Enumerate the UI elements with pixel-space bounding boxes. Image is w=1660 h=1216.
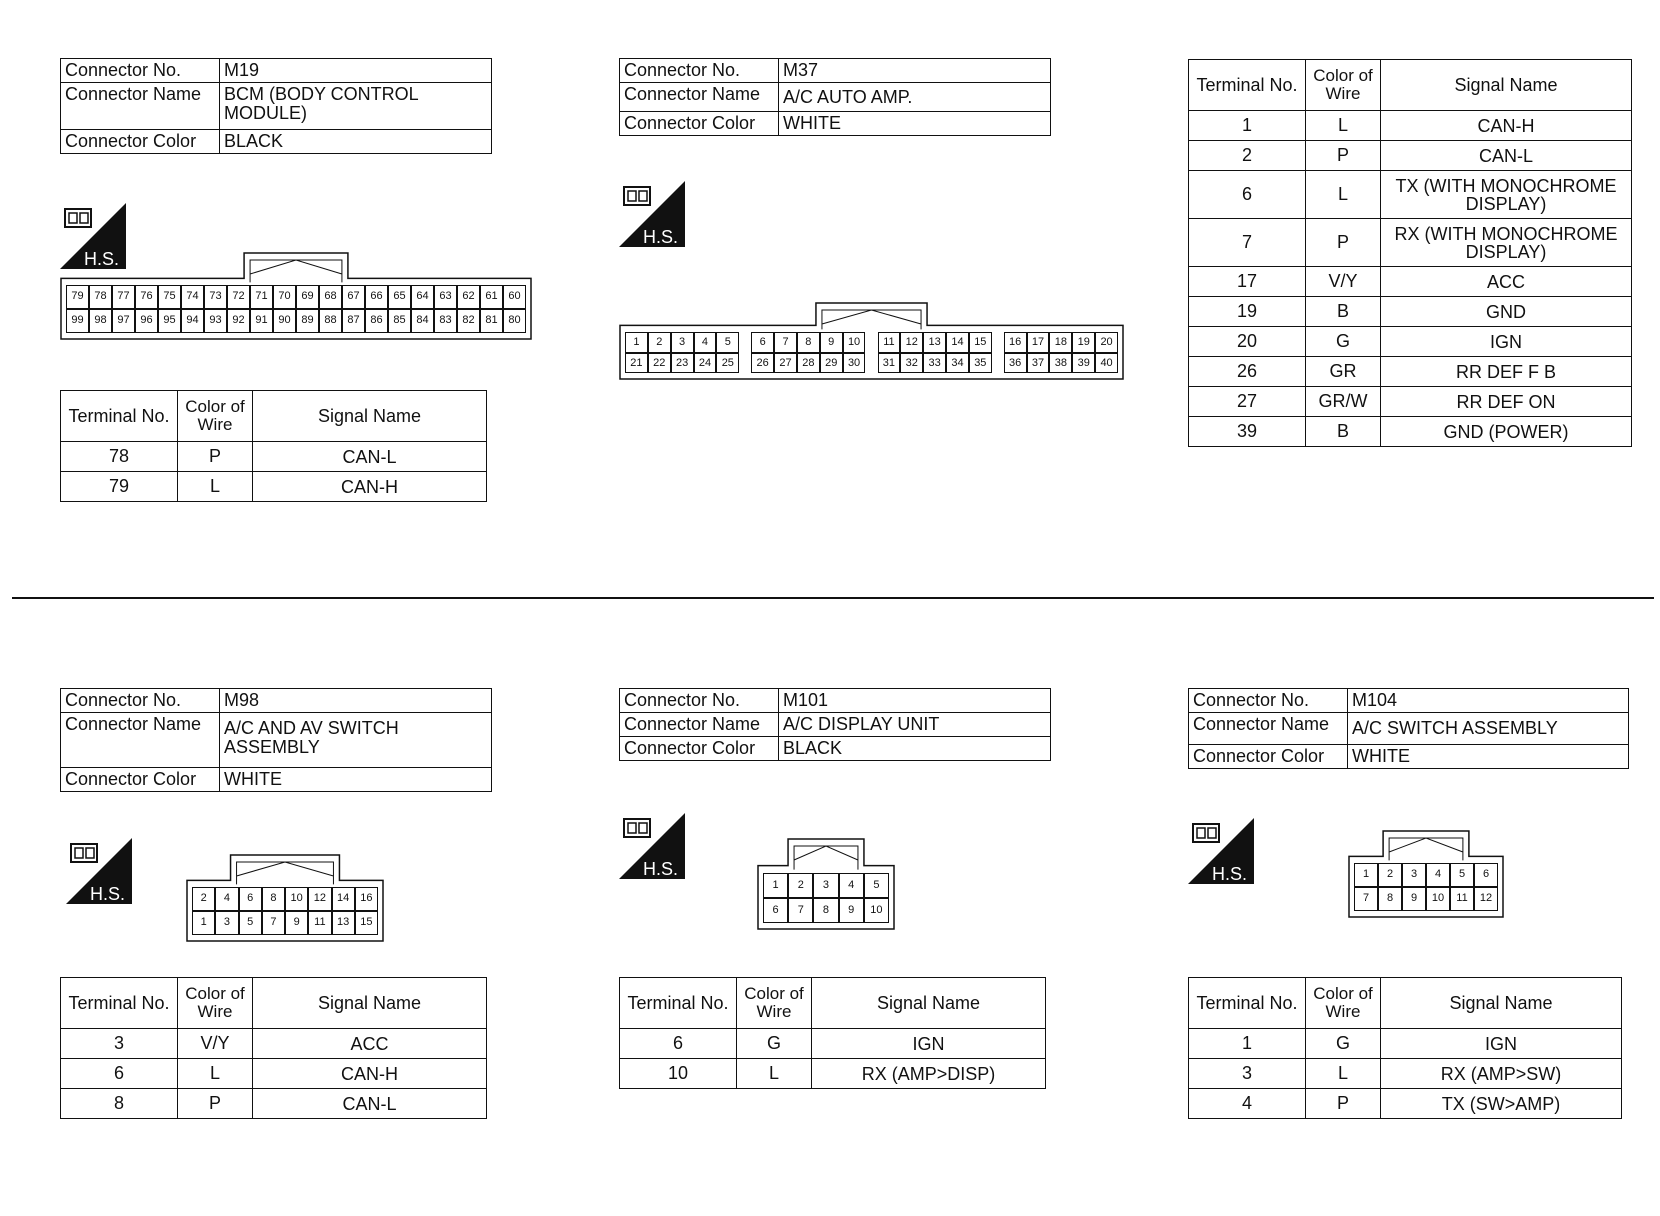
connector-pin: 82: [457, 309, 480, 333]
signal-name-cell: RR DEF F B: [1381, 357, 1632, 387]
signal-name-cell: CAN-L: [253, 1089, 487, 1119]
signal-name-cell: RX (AMP>SW): [1381, 1059, 1622, 1089]
table-row: [1189, 141, 1632, 171]
connector-pin: 61: [480, 285, 503, 309]
wire-color-cell: GR: [1306, 357, 1381, 387]
wire-color-cell: G: [1306, 1029, 1381, 1059]
terminal-no-cell: 39: [1189, 417, 1306, 447]
connector-pin: 27: [774, 353, 797, 373]
connector-face-m19: [60, 252, 532, 340]
terminal-rows: [61, 442, 487, 502]
signal-name-cell: CAN-H: [1381, 111, 1632, 141]
header-color-of-wire: Color of Wire: [178, 978, 253, 1029]
connector-pin: 76: [135, 285, 158, 309]
table-row: [1189, 219, 1632, 267]
label-connector-name: Connector Name: [620, 713, 779, 737]
wire-color-cell: P: [1306, 219, 1381, 267]
signal-name-cell: CAN-L: [1381, 141, 1632, 171]
connector-pin: 21: [625, 353, 648, 373]
connector-pin: 1: [763, 873, 788, 898]
table-row: [1189, 327, 1632, 357]
label-connector-name: Connector Name: [61, 713, 220, 768]
connector-no-value: M37: [779, 59, 1051, 83]
label-connector-no: Connector No.: [620, 689, 779, 713]
connector-pin: 1: [625, 332, 648, 352]
connector-pin: 7: [262, 911, 285, 935]
connector-pin: 63: [434, 285, 457, 309]
table-row: [1189, 417, 1632, 447]
wire-color-cell: L: [1306, 171, 1381, 219]
connector-pin: 15: [969, 332, 992, 352]
connector-pin: 70: [273, 285, 296, 309]
header-signal-name: Signal Name: [1381, 60, 1632, 111]
connector-pin: 5: [864, 873, 889, 898]
connector-pin: 87: [342, 309, 365, 333]
connector-pin: 7: [788, 898, 813, 923]
connector-pin: 77: [112, 285, 135, 309]
connector-pin: 60: [503, 285, 526, 309]
terminal-no-cell: 4: [1189, 1089, 1306, 1119]
signal-name-cell: IGN: [812, 1029, 1046, 1059]
header-terminal-no: Terminal No.: [61, 978, 178, 1029]
connector-pin: 64: [411, 285, 434, 309]
wire-color-cell: V/Y: [178, 1029, 253, 1059]
connector-face-m98: [186, 854, 384, 942]
connector-pin: 90: [273, 309, 296, 333]
svg-text:H.S.: H.S.: [643, 859, 679, 879]
connector-pin: 11: [878, 332, 901, 352]
connector-pin: 88: [319, 309, 342, 333]
connector-name-value: A/C SWITCH ASSEMBLY: [1348, 713, 1629, 745]
wire-color-cell: G: [1306, 327, 1381, 357]
label-connector-no: Connector No.: [61, 59, 220, 83]
terminal-no-cell: 3: [1189, 1059, 1306, 1089]
table-row: [61, 1089, 487, 1119]
connector-pin: 3: [215, 911, 238, 935]
connector-info-m19: [60, 58, 492, 154]
terminal-rows: [1189, 111, 1632, 447]
connector-pin: 80: [503, 309, 526, 333]
label-connector-name: Connector Name: [61, 83, 220, 130]
connector-pin: 10: [864, 898, 889, 923]
header-signal-name: Signal Name: [253, 978, 487, 1029]
connector-pin: 12: [900, 332, 923, 352]
connector-pin: 4: [839, 873, 864, 898]
connector-pin: 84: [411, 309, 434, 333]
table-row: [1189, 1029, 1622, 1059]
connector-info-m37: [619, 58, 1051, 136]
connector-face-m37: [619, 302, 1124, 380]
connector-pin: 8: [797, 332, 820, 352]
section-divider: [12, 597, 1654, 599]
terminal-rows: [1189, 1029, 1622, 1119]
connector-pin: 35: [969, 353, 992, 373]
svg-text:H.S.: H.S.: [1212, 864, 1248, 884]
label-connector-color: Connector Color: [620, 112, 779, 136]
connector-pin: 8: [262, 887, 285, 911]
connector-color-value: BLACK: [779, 737, 1051, 761]
wire-color-cell: P: [178, 442, 253, 472]
terminal-table-m101: [619, 977, 1046, 1089]
connector-pin: 93: [204, 309, 227, 333]
header-signal-name: Signal Name: [812, 978, 1046, 1029]
hs-icon: [1188, 818, 1254, 884]
wire-color-cell: G: [737, 1029, 812, 1059]
connector-pin: 3: [1402, 863, 1426, 887]
label-connector-no: Connector No.: [620, 59, 779, 83]
connector-pin: 62: [457, 285, 480, 309]
connector-pin: 3: [813, 873, 838, 898]
connector-pin: 32: [900, 353, 923, 373]
terminal-no-cell: 78: [61, 442, 178, 472]
table-row: [1189, 1089, 1622, 1119]
connector-pin: 2: [192, 887, 215, 911]
connector-pin: 20: [1095, 332, 1118, 352]
connector-pin: 18: [1049, 332, 1072, 352]
connector-pin: 4: [215, 887, 238, 911]
connector-pin: 95: [158, 309, 181, 333]
connector-pin: 6: [751, 332, 774, 352]
connector-pin: 6: [1474, 863, 1498, 887]
terminal-no-cell: 6: [1189, 171, 1306, 219]
signal-name-cell: GND (POWER): [1381, 417, 1632, 447]
svg-text:H.S.: H.S.: [643, 227, 679, 247]
wire-color-cell: GR/W: [1306, 387, 1381, 417]
connector-pin: 1: [1354, 863, 1378, 887]
table-row: [61, 472, 487, 502]
connector-pin: 3: [671, 332, 694, 352]
terminal-no-cell: 17: [1189, 267, 1306, 297]
signal-name-cell: TX (WITH MONOCHROME DISPLAY): [1381, 171, 1632, 219]
wire-color-cell: B: [1306, 297, 1381, 327]
connector-pin: 30: [843, 353, 866, 373]
terminal-no-cell: 1: [1189, 1029, 1306, 1059]
connector-pin: 96: [135, 309, 158, 333]
connector-pin: 2: [788, 873, 813, 898]
connector-pin: 11: [308, 911, 331, 935]
signal-name-cell: RR DEF ON: [1381, 387, 1632, 417]
hs-icon: [66, 838, 132, 904]
terminal-no-cell: 10: [620, 1059, 737, 1089]
table-row: [1189, 267, 1632, 297]
connector-name-value: A/C AND AV SWITCH ASSEMBLY: [220, 713, 492, 768]
terminal-table-m104: [1188, 977, 1622, 1119]
signal-name-cell: RX (WITH MONOCHROME DISPLAY): [1381, 219, 1632, 267]
connector-pin: 99: [66, 309, 89, 333]
connector-pin: 74: [181, 285, 204, 309]
header-color-of-wire: Color of Wire: [1306, 60, 1381, 111]
hs-icon: [619, 813, 685, 879]
wire-color-cell: P: [1306, 1089, 1381, 1119]
terminal-no-cell: 7: [1189, 219, 1306, 267]
connector-pin: 7: [1354, 887, 1378, 911]
terminal-no-cell: 3: [61, 1029, 178, 1059]
connector-pin: 89: [296, 309, 319, 333]
connector-pin: 25: [716, 353, 739, 373]
connector-pin: 15: [355, 911, 378, 935]
connector-pin: 31: [878, 353, 901, 373]
connector-color-value: WHITE: [779, 112, 1051, 136]
label-connector-name: Connector Name: [1189, 713, 1348, 745]
connector-color-value: WHITE: [220, 768, 492, 792]
signal-name-cell: RX (AMP>DISP): [812, 1059, 1046, 1089]
connector-pin: 65: [388, 285, 411, 309]
connector-name-value: A/C DISPLAY UNIT: [779, 713, 1051, 737]
connector-face-m104: [1348, 830, 1504, 918]
connector-pin: 7: [774, 332, 797, 352]
terminal-no-cell: 6: [61, 1059, 178, 1089]
connector-pin: 23: [671, 353, 694, 373]
table-row: [1189, 387, 1632, 417]
terminal-table-m37: [1188, 59, 1632, 447]
connector-name-value: A/C AUTO AMP.: [779, 83, 1051, 112]
connector-pin: 12: [1474, 887, 1498, 911]
label-connector-name: Connector Name: [620, 83, 779, 112]
header-color-of-wire: Color of Wire: [1306, 978, 1381, 1029]
connector-pin: 68: [319, 285, 342, 309]
wire-color-cell: L: [1306, 111, 1381, 141]
terminal-table-m98: [60, 977, 487, 1119]
connector-pin: 4: [1426, 863, 1450, 887]
connector-pin: 9: [839, 898, 864, 923]
header-terminal-no: Terminal No.: [1189, 60, 1306, 111]
signal-name-cell: IGN: [1381, 327, 1632, 357]
connector-pin: 13: [332, 911, 355, 935]
connector-face-m101: [757, 838, 895, 930]
connector-pin: 5: [1450, 863, 1474, 887]
connector-pin: 4: [694, 332, 717, 352]
wire-color-cell: V/Y: [1306, 267, 1381, 297]
connector-pin: 9: [285, 911, 308, 935]
signal-name-cell: CAN-L: [253, 442, 487, 472]
connector-pin: 13: [923, 332, 946, 352]
connector-pin: 37: [1027, 353, 1050, 373]
connector-pin: 86: [365, 309, 388, 333]
connector-pin: 78: [89, 285, 112, 309]
label-connector-color: Connector Color: [61, 130, 220, 154]
connector-color-value: BLACK: [220, 130, 492, 154]
connector-pin: 1: [192, 911, 215, 935]
svg-text:H.S.: H.S.: [90, 884, 126, 904]
label-connector-color: Connector Color: [61, 768, 220, 792]
header-terminal-no: Terminal No.: [620, 978, 737, 1029]
connector-pin: 10: [843, 332, 866, 352]
connector-pin: 73: [204, 285, 227, 309]
signal-name-cell: CAN-H: [253, 472, 487, 502]
connector-pin: 9: [1402, 887, 1426, 911]
connector-pin: 71: [250, 285, 273, 309]
signal-name-cell: IGN: [1381, 1029, 1622, 1059]
connector-pin: 14: [946, 332, 969, 352]
connector-pin: 6: [763, 898, 788, 923]
table-row: [620, 1029, 1046, 1059]
connector-pin: 22: [648, 353, 671, 373]
connector-pin: 97: [112, 309, 135, 333]
terminal-no-cell: 19: [1189, 297, 1306, 327]
wire-color-cell: P: [178, 1089, 253, 1119]
header-color-of-wire: Color of Wire: [737, 978, 812, 1029]
connector-no-value: M19: [220, 59, 492, 83]
terminal-no-cell: 8: [61, 1089, 178, 1119]
header-signal-name: Signal Name: [1381, 978, 1622, 1029]
wire-color-cell: L: [1306, 1059, 1381, 1089]
connector-pin: 38: [1049, 353, 1072, 373]
connector-pin: 67: [342, 285, 365, 309]
connector-pin: 79: [66, 285, 89, 309]
connector-pin: 85: [388, 309, 411, 333]
connector-pin: 5: [716, 332, 739, 352]
connector-pin: 10: [1426, 887, 1450, 911]
connector-pin: 16: [1004, 332, 1027, 352]
connector-pin: 26: [751, 353, 774, 373]
connector-pin: 24: [694, 353, 717, 373]
wire-color-cell: B: [1306, 417, 1381, 447]
connector-info-m101: [619, 688, 1051, 761]
table-row: [1189, 297, 1632, 327]
label-connector-no: Connector No.: [1189, 689, 1348, 713]
svg-text:H.S.: H.S.: [84, 249, 120, 269]
table-row: [1189, 171, 1632, 219]
header-signal-name: Signal Name: [253, 391, 487, 442]
terminal-no-cell: 1: [1189, 111, 1306, 141]
signal-name-cell: GND: [1381, 297, 1632, 327]
wire-color-cell: L: [178, 472, 253, 502]
terminal-no-cell: 2: [1189, 141, 1306, 171]
table-row: [61, 1029, 487, 1059]
table-row: [1189, 357, 1632, 387]
connector-pin: 69: [296, 285, 319, 309]
connector-pin: 16: [355, 887, 378, 911]
terminal-table-m19: [60, 390, 487, 502]
connector-pin: 83: [434, 309, 457, 333]
connector-name-value: BCM (BODY CONTROL MODULE): [220, 83, 492, 130]
terminal-rows: [61, 1029, 487, 1119]
table-row: [61, 442, 487, 472]
connector-pin: 91: [250, 309, 273, 333]
hs-icon: [619, 181, 685, 247]
terminal-no-cell: 79: [61, 472, 178, 502]
connector-pin: 5: [239, 911, 262, 935]
connector-no-value: M98: [220, 689, 492, 713]
connector-pin: 2: [1378, 863, 1402, 887]
connector-pin: 11: [1450, 887, 1474, 911]
label-connector-color: Connector Color: [1189, 745, 1348, 769]
connector-pin: 10: [285, 887, 308, 911]
terminal-no-cell: 6: [620, 1029, 737, 1059]
connector-pin: 8: [813, 898, 838, 923]
connector-pin: 28: [797, 353, 820, 373]
connector-pin: 19: [1072, 332, 1095, 352]
connector-pin: 39: [1072, 353, 1095, 373]
terminal-no-cell: 20: [1189, 327, 1306, 357]
connector-pin: 12: [308, 887, 331, 911]
wire-color-cell: L: [178, 1059, 253, 1089]
table-row: [620, 1059, 1046, 1089]
connector-no-value: M101: [779, 689, 1051, 713]
wire-color-cell: P: [1306, 141, 1381, 171]
label-connector-color: Connector Color: [620, 737, 779, 761]
connector-pin: 75: [158, 285, 181, 309]
connector-pin: 14: [332, 887, 355, 911]
connector-no-value: M104: [1348, 689, 1629, 713]
header-terminal-no: Terminal No.: [1189, 978, 1306, 1029]
terminal-rows: [620, 1029, 1046, 1089]
table-row: [1189, 111, 1632, 141]
connector-pin: 72: [227, 285, 250, 309]
connector-pin: 36: [1004, 353, 1027, 373]
connector-pin: 92: [227, 309, 250, 333]
header-color-of-wire: Color of Wire: [178, 391, 253, 442]
connector-pin: 94: [181, 309, 204, 333]
terminal-no-cell: 27: [1189, 387, 1306, 417]
connector-pin: 17: [1027, 332, 1050, 352]
terminal-no-cell: 26: [1189, 357, 1306, 387]
connector-pin: 33: [923, 353, 946, 373]
signal-name-cell: ACC: [1381, 267, 1632, 297]
connector-pin: 98: [89, 309, 112, 333]
connector-pin: 34: [946, 353, 969, 373]
connector-pin: 29: [820, 353, 843, 373]
connector-info-m104: [1188, 688, 1629, 769]
connector-color-value: WHITE: [1348, 745, 1629, 769]
table-row: [61, 1059, 487, 1089]
wire-color-cell: L: [737, 1059, 812, 1089]
connector-pin: 6: [239, 887, 262, 911]
connector-pin: 81: [480, 309, 503, 333]
table-row: [1189, 1059, 1622, 1089]
signal-name-cell: TX (SW>AMP): [1381, 1089, 1622, 1119]
connector-pin: 9: [820, 332, 843, 352]
signal-name-cell: ACC: [253, 1029, 487, 1059]
connector-pin: 2: [648, 332, 671, 352]
header-terminal-no: Terminal No.: [61, 391, 178, 442]
connector-info-m98: [60, 688, 492, 792]
connector-pin: 40: [1095, 353, 1118, 373]
signal-name-cell: CAN-H: [253, 1059, 487, 1089]
connector-pin: 66: [365, 285, 388, 309]
label-connector-no: Connector No.: [61, 689, 220, 713]
connector-pin: 8: [1378, 887, 1402, 911]
